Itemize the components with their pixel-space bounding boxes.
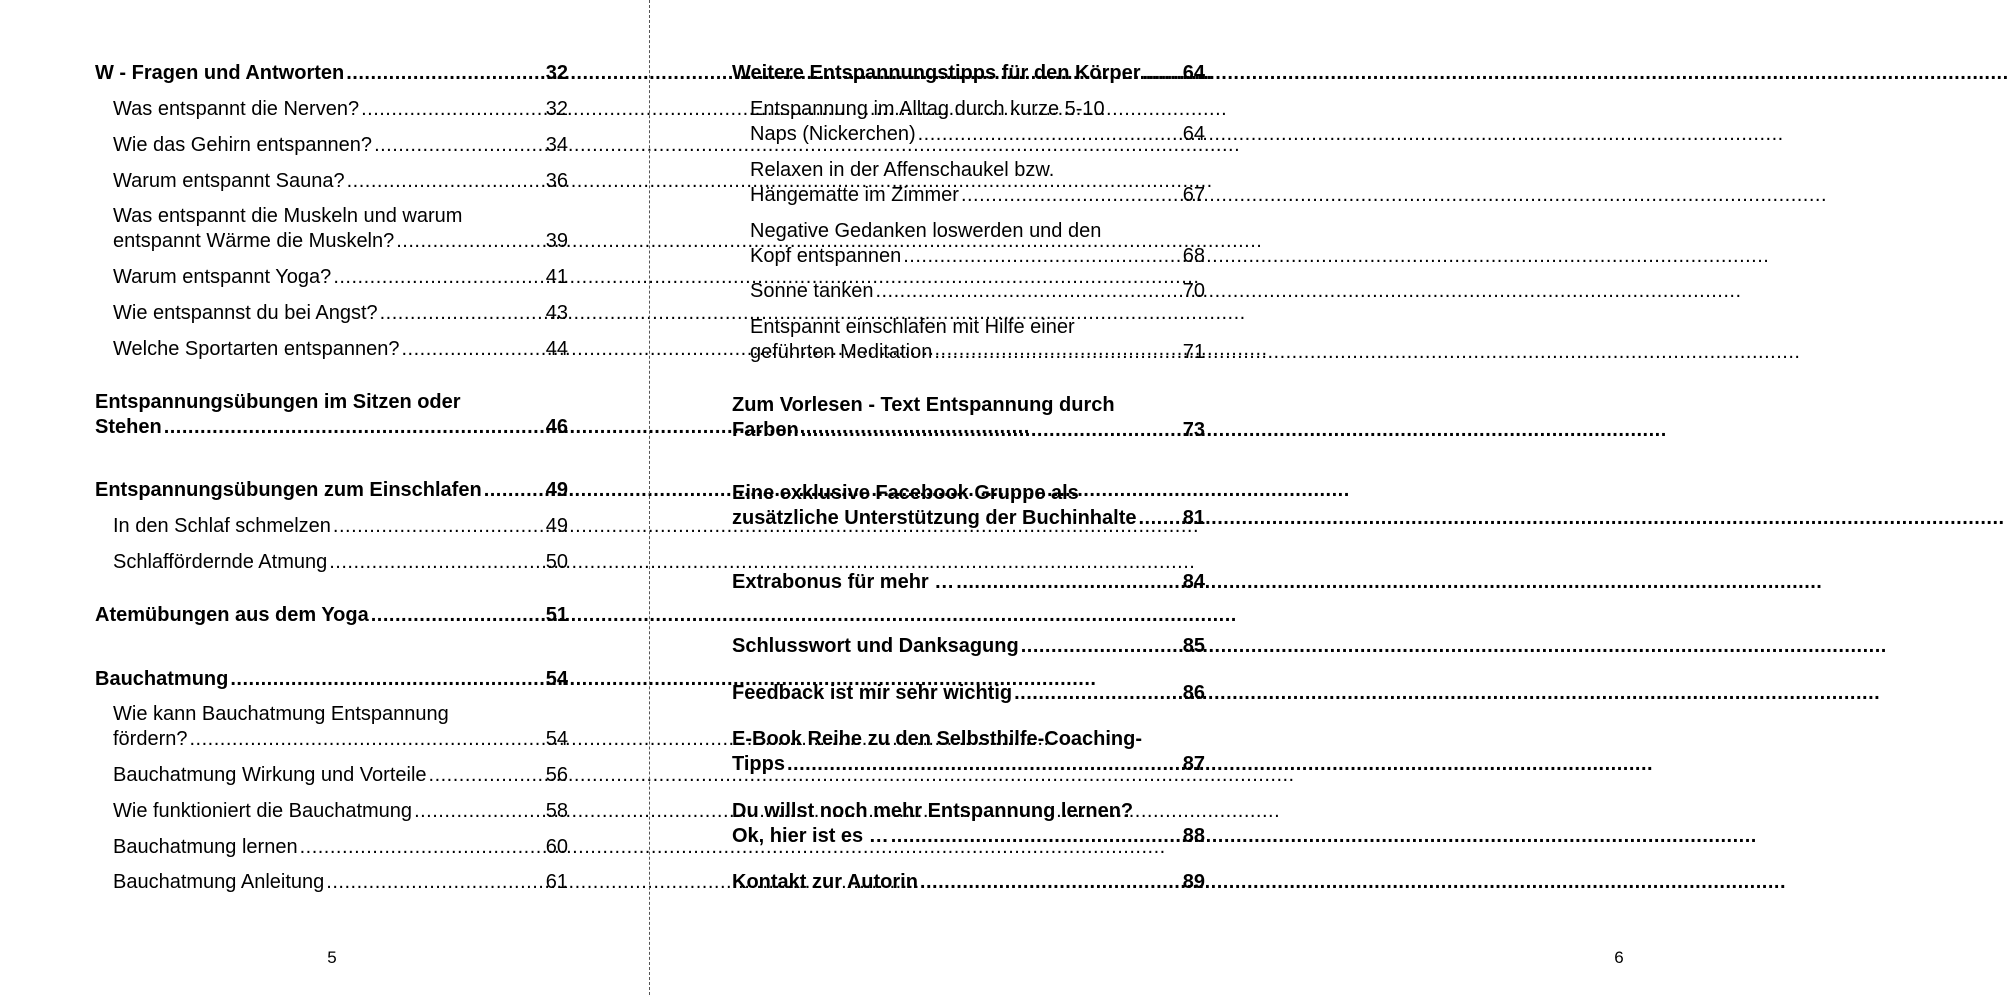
toc-entry-title: Bauchatmung Anleitung [113, 871, 325, 893]
toc-entry-page: 36 [545, 170, 568, 192]
toc-entry-page: 87 [1182, 753, 1205, 775]
toc-entry-title: Weitere Entspannungstipps für den Körper [732, 62, 1141, 84]
toc-entry-page: 73 [1182, 419, 1205, 441]
page-number-left: 5 [327, 948, 337, 967]
toc-chapter [732, 634, 1205, 659]
toc-entry-title: Farben [732, 419, 799, 441]
toc-section [113, 550, 568, 575]
dot-leader [402, 337, 544, 362]
dot-leader [1014, 681, 1181, 706]
toc-entry-page: 70 [1182, 280, 1205, 302]
toc-entry-title-line: Negative Gedanken loswerden und den [750, 220, 1102, 242]
toc-chapter [732, 681, 1205, 706]
toc-entry-page: 39 [545, 230, 568, 252]
toc-entry-page: 64 [1182, 62, 1205, 84]
toc-chapter [732, 481, 1205, 531]
toc-entry-page: 43 [545, 302, 568, 324]
toc-entry-page: 71 [1182, 341, 1205, 363]
dot-leader [346, 61, 544, 86]
dot-leader [1143, 61, 1181, 86]
toc-section [113, 763, 568, 788]
dot-leader [1138, 506, 1180, 531]
toc-entry-page: 54 [545, 668, 568, 690]
dot-leader [371, 603, 544, 628]
dot-leader [374, 133, 544, 158]
toc-entry-title: W - Fragen und Antworten [95, 62, 345, 84]
toc-entry-page: 34 [545, 134, 568, 156]
dot-leader [875, 279, 1180, 304]
page-divider [649, 0, 650, 995]
toc-section [113, 835, 568, 860]
toc-entry-page: 51 [545, 604, 568, 626]
toc-section [113, 204, 568, 254]
right-page [651, 0, 1624, 995]
dot-leader [920, 870, 1181, 895]
toc-entry-title: Sonne tanken [750, 280, 874, 302]
toc-entry-title-line: Relaxen in der Affenschaukel bzw. [750, 159, 1055, 181]
toc-entry-title: entspannt Wärme die Muskeln? [113, 230, 395, 252]
toc-entry-title: Entspannungsübungen zum Einschlafen [95, 479, 482, 501]
toc-entry-title: Kopf entspannen [750, 245, 902, 267]
toc-entry-title: geführten Meditation [750, 341, 933, 363]
dot-leader [361, 97, 544, 122]
toc-section [113, 301, 568, 326]
toc-entry-page: 88 [1182, 825, 1205, 847]
toc-section [113, 870, 568, 895]
toc-entry-page: 84 [1182, 571, 1205, 593]
toc-entry-title-line: Eine exklusive Facebook Gruppe als [732, 482, 1079, 504]
toc-chapter [732, 393, 1205, 443]
dot-leader [484, 478, 544, 503]
toc-entry-title: Wie funktioniert die Bauchatmung [113, 800, 413, 822]
toc-entry-title: Bauchatmung [95, 668, 229, 690]
toc-chapter [95, 390, 568, 440]
dot-leader [429, 763, 544, 788]
toc-section [750, 219, 1205, 269]
dot-leader [903, 244, 1181, 269]
toc-entry-page: 60 [545, 836, 568, 858]
toc-entry-title: Wie das Gehirn entspannen? [113, 134, 373, 156]
toc-entry-page: 32 [545, 98, 568, 120]
dot-leader [190, 727, 544, 752]
toc-section [113, 337, 568, 362]
toc-entry-title: Feedback ist mir sehr wichtig [732, 682, 1013, 704]
dot-leader [801, 418, 1181, 443]
dot-leader [961, 183, 1181, 208]
dot-leader [1021, 634, 1181, 659]
dot-leader [333, 265, 543, 290]
dot-leader [380, 301, 544, 326]
toc-entry-title: Wie entspannst du bei Angst? [113, 302, 378, 324]
toc-section [113, 97, 568, 122]
toc-entry-title-line: Wie kann Bauchatmung Entspannung [113, 703, 449, 725]
toc-entry-title: zusätzliche Unterstützung der Buchinhalte [732, 507, 1137, 529]
toc-entry-title: Schlusswort und Danksagung [732, 635, 1019, 657]
toc-chapter [95, 603, 568, 628]
toc-entry-title: Bauchatmung Wirkung und Vorteile [113, 764, 427, 786]
toc-entry-title: fördern? [113, 728, 188, 750]
toc-entry-page: 68 [1182, 245, 1205, 267]
toc-section [750, 158, 1205, 208]
toc-entry-title-line: Zum Vorlesen - Text Entspannung durch [732, 394, 1115, 416]
toc-entry-title-line: E-Book Reihe zu den Selbsthilfe-Coaching- [732, 728, 1143, 750]
toc-entry-page: 32 [545, 62, 568, 84]
toc-entry-page: 49 [545, 479, 568, 501]
toc-entry-page: 89 [1182, 871, 1205, 893]
page-number-right: 6 [1614, 948, 1624, 967]
dot-leader [164, 415, 544, 440]
toc-entry-title: Naps (Nickerchen) [750, 123, 916, 145]
toc-entry-page: 44 [545, 338, 568, 360]
dot-leader [891, 824, 1181, 849]
toc-entry-page: 54 [545, 728, 568, 750]
toc-entry-page: 61 [545, 871, 568, 893]
dot-leader [329, 550, 544, 575]
toc-entry-title-line: Entspannungsübungen im Sitzen oder [95, 391, 461, 413]
toc-entry-title: Bauchatmung lernen [113, 836, 298, 858]
toc-section [750, 97, 1205, 147]
toc-entry-title-line: Du willst noch mehr Entspannung lernen? [732, 800, 1134, 822]
toc-entry-title: Kontakt zur Autorin [732, 871, 918, 893]
toc-section [113, 133, 568, 158]
dot-leader [300, 835, 544, 860]
dot-leader [347, 169, 544, 194]
dot-leader [326, 870, 543, 895]
toc-chapter [95, 667, 568, 692]
toc-entry-title-line: Was entspannt die Muskeln und warum [113, 205, 463, 227]
dot-leader [333, 514, 544, 539]
toc-entry-title: Warum entspannt Yoga? [113, 266, 332, 288]
dot-leader [956, 570, 1180, 595]
toc-entry-page: 81 [1182, 507, 1205, 529]
left-page [0, 0, 648, 995]
toc-entry-title: Warum entspannt Sauna? [113, 170, 345, 192]
toc-entry-page: 86 [1182, 682, 1205, 704]
toc-entry-title: Stehen [95, 416, 162, 438]
toc-section [113, 169, 568, 194]
toc-entry-title: Ok, hier ist es … [732, 825, 889, 847]
toc-chapter [95, 61, 568, 86]
toc-entry-title: Tipps [732, 753, 785, 775]
toc-chapter [732, 570, 1205, 595]
toc-entry-page: 64 [1182, 123, 1205, 145]
toc-entry-page: 41 [545, 266, 568, 288]
toc-entry-page: 50 [545, 551, 568, 573]
toc-entry-page: 49 [545, 515, 568, 537]
toc-chapter [732, 61, 1205, 86]
toc-entry-page: 85 [1182, 635, 1205, 657]
toc-entry-title: In den Schlaf schmelzen [113, 515, 331, 537]
toc-chapter [732, 799, 1205, 849]
toc-chapter [732, 727, 1205, 777]
toc-entry-title: Hängematte im Zimmer [750, 184, 959, 206]
toc-section [113, 799, 568, 824]
dot-leader [787, 752, 1181, 777]
toc-section [750, 279, 1205, 304]
toc-entry-title-line: Entspannung im Alltag durch kurze 5-10 [750, 98, 1105, 120]
toc-entry-title: Schlaffördernde Atmung [113, 551, 328, 573]
toc-entry-title: Atemübungen aus dem Yoga [95, 604, 369, 626]
toc-section [750, 315, 1205, 365]
toc-chapter [732, 870, 1205, 895]
toc-entry-title-line: Entspannt einschlafen mit Hilfe einer [750, 316, 1075, 338]
dot-leader [414, 799, 544, 824]
toc-entry-page: 46 [545, 416, 568, 438]
dot-leader [934, 340, 1180, 365]
toc-entry-page: 67 [1182, 184, 1205, 206]
dot-leader [918, 122, 1181, 147]
dot-leader [230, 667, 543, 692]
toc-chapter [95, 478, 568, 503]
toc-section [113, 702, 568, 752]
toc-section [113, 514, 568, 539]
toc-entry-title: Extrabonus für mehr … [732, 571, 955, 593]
toc-entry-title: Welche Sportarten entspannen? [113, 338, 400, 360]
toc-entry-title: Was entspannt die Nerven? [113, 98, 360, 120]
toc-entry-page: 58 [545, 800, 568, 822]
dot-leader [396, 229, 544, 254]
toc-section [113, 265, 568, 290]
toc-entry-page: 56 [545, 764, 568, 786]
